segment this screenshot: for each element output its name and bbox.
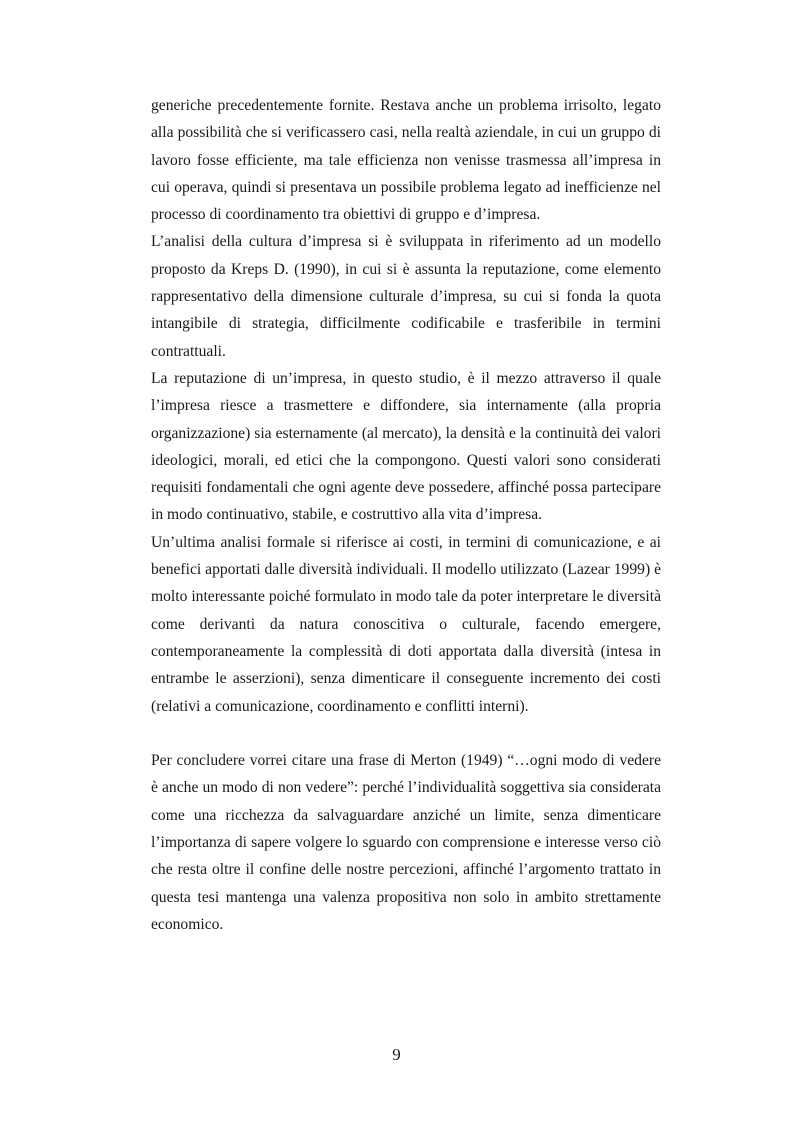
page-number: 9 bbox=[392, 1045, 401, 1064]
paragraph-reputation: La reputazione di un’impresa, in questo studio, è il mezzo attraverso il quale l’impresa riesce a trasmettere e diffondere, sia internamente (alla propria organizzazione) sia esternamente (al mercato), la densità e la continuità dei valori ideologici, morali, ed etici che la compongono. Questi valori sono considerati requisiti fondamentali che ogni agente deve possedere, affinché possa partecipare in modo continuativo, stabile, e costruttivo alla vita d’impresa. bbox=[151, 369, 661, 524]
paragraph-conclusion: Per concludere vorrei citare una frase di Merton (1949) “…ogni modo di vedere è anche un modo di non vedere”: perché l’individualità soggettiva sia considerata come una ricchezza da salvaguardare anziché un limite, senza dimenticare l’importanza di sapere volgere lo sguardo con comprensione e interesse verso ciò che resta oltre il confine delle nostre percezioni, affinché l’argomento trattato in questa tesi mantenga una valenza propositiva non solo in ambito strettamente economico. bbox=[151, 752, 661, 933]
page-body bbox=[151, 92, 661, 938]
paragraph-corporate-culture: L’analisi della cultura d’impresa si è sviluppata in riferimento ad un modello proposto da Kreps D. (1990), in cui si è assunta la reputazione, come elemento rappresentativo della dimensione culturale d’impresa, su cui si fonda la quota intangibile di strategia, difficilmente codificabile e trasferibile in termini contrattuali. bbox=[151, 233, 661, 360]
paragraph-coordination: generiche precedentemente fornite. Restava anche un problema irrisolto, legato alla possibilità che si verificassero casi, nella realtà aziendale, in cui un gruppo di lavoro fosse efficiente, ma tale efficienza non venisse trasmessa all’impresa in cui operava, quindi si presentava un possibile problema legato ad inefficienze nel processo di coordinamento tra obiettivi di gruppo e d’impresa. bbox=[151, 97, 661, 224]
paragraph-spacer bbox=[151, 720, 661, 747]
paragraph-diversity-costs: Un’ultima analisi formale si riferisce ai costi, in termini di comunicazione, e ai benefici apportati dalle diversità individuali. Il modello utilizzato (Lazear 1999) è molto interessante poiché formulato in modo tale da poter interpretare le diversità come derivanti da natura conoscitiva o culturale, facendo emergere, contemporaneamente la complessità di doti apportata dalla diversità (intesa in entrambe le asserzioni), senza dimenticare il conseguente incremento dei costi (relativi a comunicazione, coordinamento e conflitti interni). bbox=[151, 533, 661, 715]
